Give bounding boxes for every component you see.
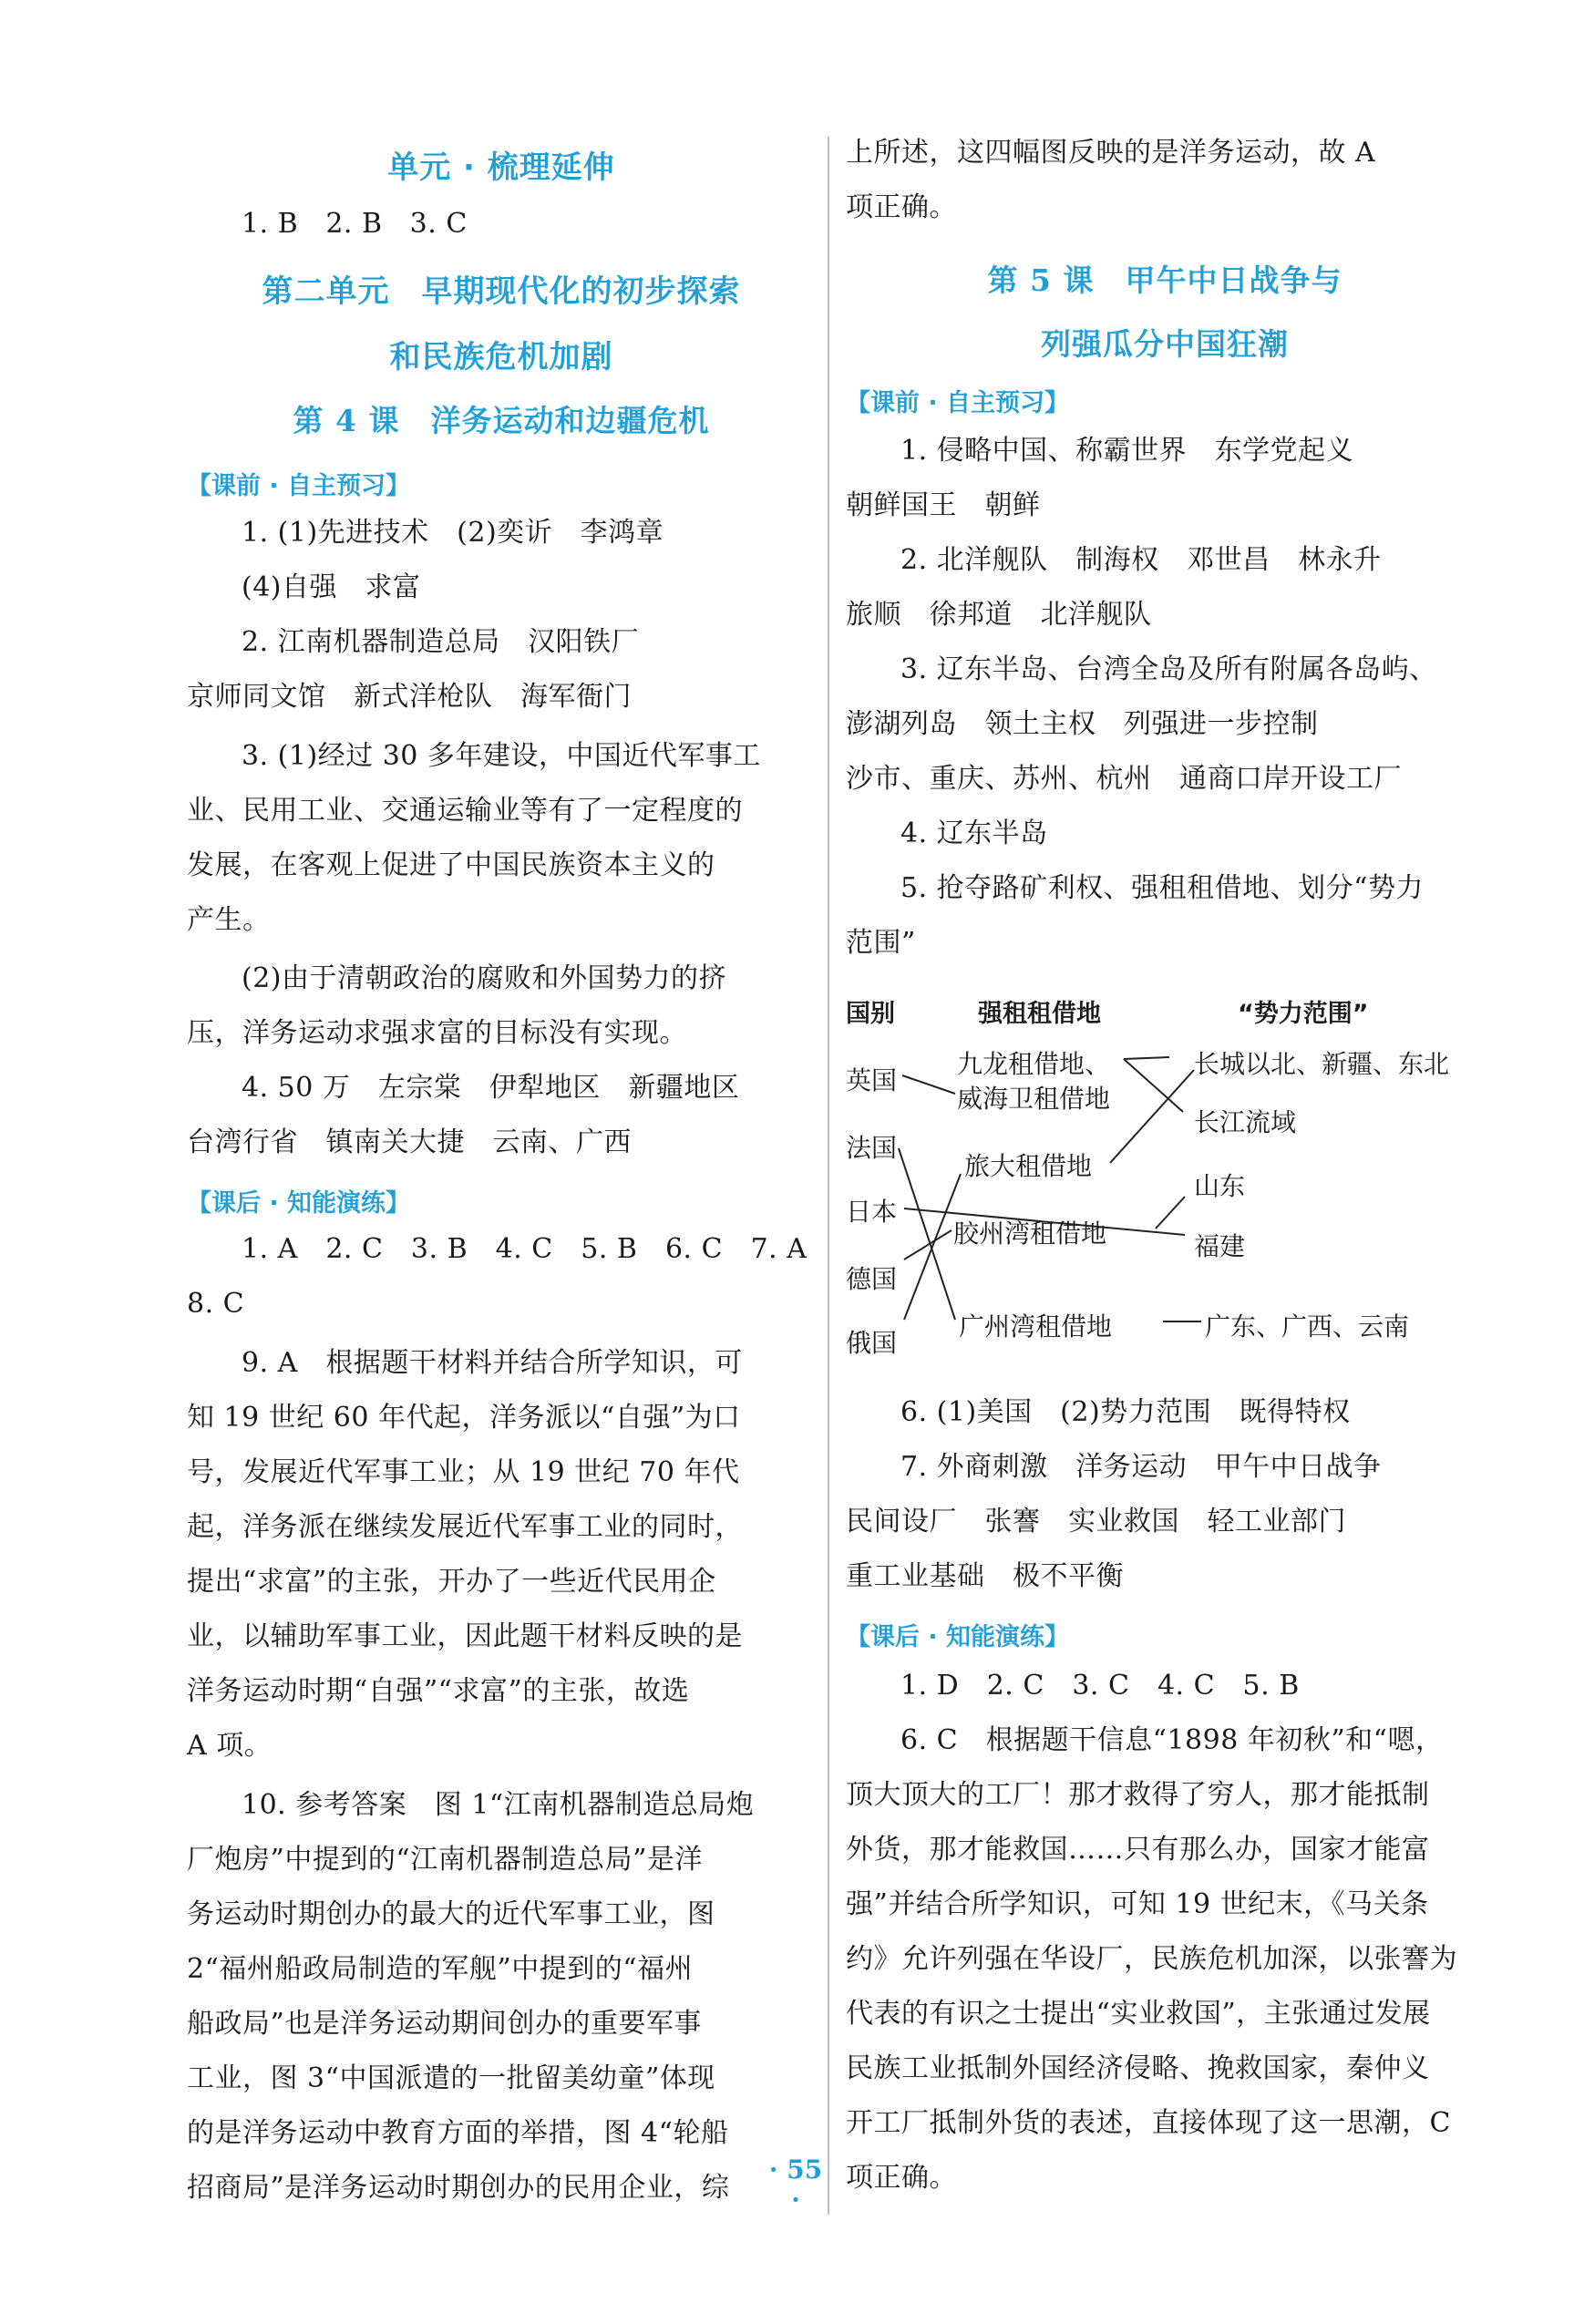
lease-lushun-dalian: 旅大租借地 (964, 1151, 1093, 1181)
text-line: 1. 侵略中国、称霸世界 东学党起义 (900, 435, 1354, 467)
text-line: 5. 抢夺路矿利权、强租租借地、划分“势力 (900, 872, 1424, 904)
text-line: 1. (1)先进技术 (2)奕䜣 李鸿章 (242, 517, 664, 549)
lesson-5-title-line-2: 列强瓜分中国狂潮 (1041, 326, 1289, 362)
text-line: 工业，图 3“中国派遣的一批留美幼童”体现 (187, 2062, 715, 2094)
text-line: 约》允许列强在华设厂，民族危机加深，以张謇为 (846, 1943, 1457, 1975)
lesson-4-title: 第 4 课 洋务运动和边疆危机 (293, 403, 710, 438)
text-line: 3. 辽东半岛、台湾全岛及所有附属各岛屿、 (900, 653, 1437, 685)
country-russia: 俄国 (846, 1328, 898, 1358)
text-line: 船政局”也是洋务运动期间创办的重要军事 (187, 2008, 702, 2040)
text-line: 1. D 2. C 3. C 4. C 5. B (900, 1670, 1300, 1702)
column-divider (828, 137, 829, 2215)
text-line: 范围” (846, 927, 916, 959)
after-class-tag: 【课后 · 知能演练】 (846, 1623, 1070, 1651)
text-line: 提出“求富”的主张，开办了一些近代民用企 (187, 1566, 716, 1598)
after-class-tag: 【课后 · 知能演练】 (187, 1189, 411, 1218)
lease-weihaiwei: 威海卫租借地 (957, 1084, 1111, 1114)
text-line: 强”并结合所学知识，可知 19 世纪末，《马关条 (846, 1888, 1429, 1920)
text-line: 9. A 根据题干材料并结合所学知识，可 (242, 1347, 743, 1379)
text-line: 招商局”是洋务运动时期创办的民用企业，综 (187, 2172, 730, 2204)
text-line: 8. C (187, 1288, 245, 1320)
text-line: 项正确。 (846, 2162, 957, 2194)
lease-jiaozhou-bay: 胶州湾租借地 (953, 1219, 1107, 1249)
text-line: 项正确。 (846, 191, 957, 223)
text-line: 10. 参考答案 图 1“江南机器制造总局炮 (242, 1789, 755, 1821)
text-line: 沙市、重庆、苏州、杭州 通商口岸开设工厂 (846, 763, 1402, 795)
text-line: 务运动时期创办的最大的近代军事工业，图 (187, 1898, 715, 1930)
page-number: · 55 · (768, 2154, 823, 2215)
text-line: 开工厂抵制外货的表述，直接体现了这一思潮，C (846, 2107, 1451, 2139)
text-line: 澎湖列岛 领土主权 列强进一步控制 (846, 708, 1319, 740)
section-title: 单元 · 梳理延伸 (387, 149, 615, 186)
text-line: 洋务运动时期“自强”“求富”的主张，故选 (187, 1675, 690, 1707)
text-line: 2. 北洋舰队 制海权 邓世昌 林永升 (900, 544, 1382, 576)
text-line: 的是洋务运动中教育方面的举措，图 4“轮船 (187, 2117, 729, 2149)
text-line: 4. 辽东半岛 (900, 818, 1048, 849)
text-line: 重工业基础 极不平衡 (846, 1560, 1124, 1592)
text-line: 知 19 世纪 60 年代起，洋务派以“自强”为口 (187, 1402, 741, 1434)
header-country: 国别 (846, 1000, 895, 1028)
text-line: 4. 50 万 左宗棠 伊犁地区 新疆地区 (242, 1072, 740, 1104)
text-line: 上所述，这四幅图反映的是洋务运动，故 A (846, 137, 1376, 169)
text-line: 业，以辅助军事工业，因此题干材料反映的是 (187, 1620, 743, 1652)
text-line: 朝鲜国王 朝鲜 (846, 489, 1041, 521)
unit-title-line-1: 第二单元 早期现代化的初步探索 (262, 273, 741, 310)
text-line: 号，发展近代军事工业；从 19 世纪 70 年代 (187, 1456, 740, 1488)
sphere-yangtze: 长江流域 (1194, 1107, 1297, 1137)
text-line: (2)由于清朝政治的腐败和外国势力的挤 (242, 962, 726, 994)
pre-study-tag: 【课前 · 自主预习】 (846, 389, 1070, 417)
text-line: 旅顺 徐邦道 北洋舰队 (846, 599, 1152, 631)
text-line: (4)自强 求富 (242, 571, 421, 603)
text-line: 起，洋务派在继续发展近代军事工业的同时， (187, 1511, 743, 1543)
lease-kowloon: 九龙租借地、 (957, 1049, 1111, 1079)
text-line: 京师同文馆 新式洋枪队 海军衙门 (187, 681, 632, 713)
text-line: 业、民用工业、交通运输业等有了一定程度的 (187, 795, 743, 827)
country-germany: 德国 (846, 1264, 898, 1294)
text-line: 7. 外商刺激 洋务运动 甲午中日战争 (900, 1451, 1382, 1483)
text-line: 2“福州船政局制造的军舰”中提到的“福州 (187, 1953, 694, 1985)
lease-diagram (846, 993, 1484, 1376)
text-line: 台湾行省 镇南关大捷 云南、广西 (187, 1126, 632, 1158)
sphere-shandong: 山东 (1194, 1171, 1246, 1201)
text-line: 6. C 根据题干信息“1898 年初秋”和“嗯， (900, 1724, 1444, 1756)
country-france: 法国 (846, 1133, 898, 1163)
sphere-fujian: 福建 (1194, 1231, 1246, 1261)
sphere-guangdong: 广东、广西、云南 (1205, 1311, 1410, 1342)
pre-study-tag: 【课前 · 自主预习】 (187, 472, 411, 500)
country-japan: 日本 (846, 1197, 898, 1227)
text-line: 1. A 2. C 3. B 4. C 5. B 6. C 7. A (242, 1233, 808, 1265)
lesson-5-title-line-1: 第 5 课 甲午中日战争与 (987, 262, 1343, 298)
text-line: 发展，在客观上促进了中国民族资本主义的 (187, 849, 715, 881)
lease-guangzhou-bay: 广州湾租借地 (959, 1311, 1113, 1342)
text-line: 产生。 (187, 904, 271, 936)
country-britain: 英国 (846, 1065, 898, 1095)
text-line: 代表的有识之士提出“实业救国”，主张通过发展 (846, 1998, 1431, 2030)
text-line: 3. (1)经过 30 多年建设，中国近代军事工 (242, 740, 761, 772)
text-line: 外货，那才能救国……只有那么办，国家才能富 (846, 1834, 1430, 1866)
text-line: 民间设厂 张謇 实业救国 轻工业部门 (846, 1506, 1346, 1537)
text-line: 压，洋务运动求强求富的目标没有实现。 (187, 1017, 687, 1049)
text-line: 厂炮房”中提到的“江南机器制造总局”是洋 (187, 1844, 704, 1876)
header-sphere: “势力范围” (1238, 1000, 1369, 1028)
text-line: 顶大顶大的工厂！那才救得了穷人，那才能抵制 (846, 1779, 1430, 1811)
text-line: 6. (1)美国 (2)势力范围 既得特权 (900, 1396, 1351, 1428)
unit-title-line-2: 和民族危机加剧 (389, 339, 613, 375)
text-line: 2. 江南机器制造总局 汉阳铁厂 (242, 626, 640, 658)
answer-row: 1. B 2. B 3. C (242, 208, 468, 240)
text-line: A 项。 (187, 1730, 273, 1762)
sphere-north: 长城以北、新疆、东北 (1194, 1049, 1450, 1079)
header-lease: 强租租借地 (978, 1000, 1101, 1028)
text-line: 民族工业抵制外国经济侵略、挽救国家，秦仲义 (846, 2052, 1430, 2084)
